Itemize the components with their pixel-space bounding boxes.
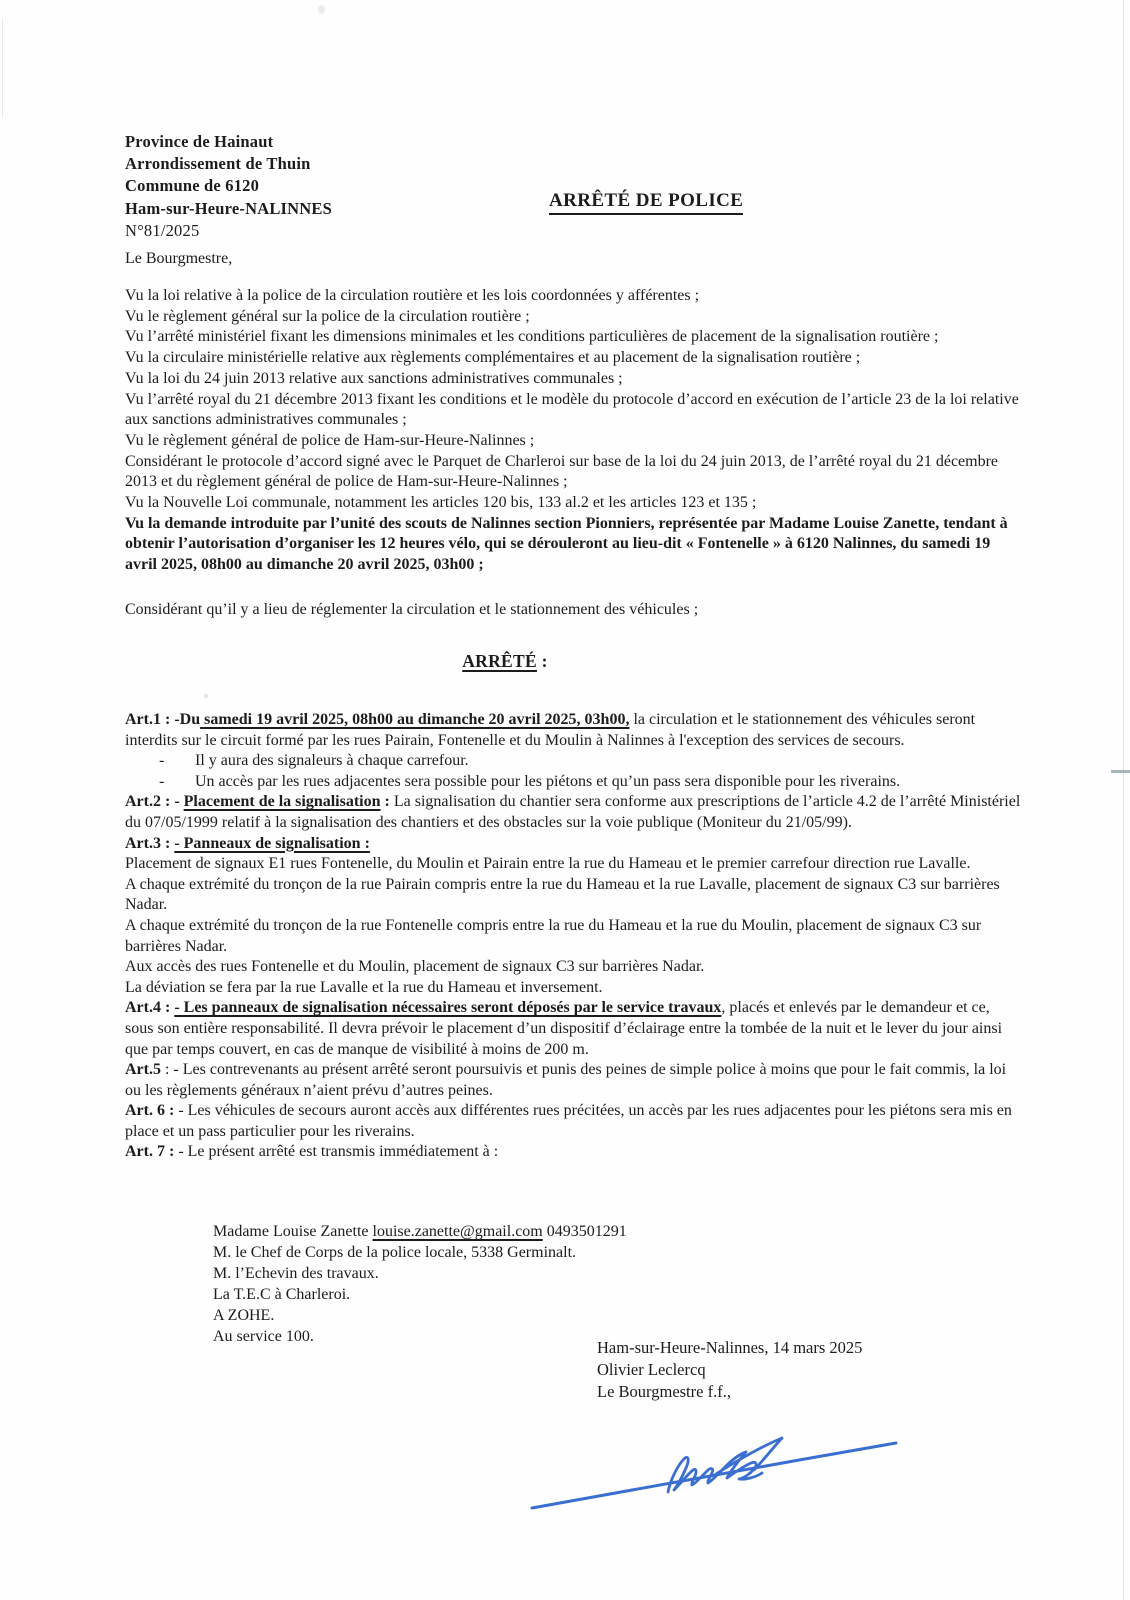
recipient-line bbox=[213, 1305, 627, 1326]
article-paragraph bbox=[125, 1142, 1021, 1163]
recipients-list bbox=[213, 1221, 627, 1347]
bullet-item bbox=[125, 751, 1021, 772]
text-segment: A ZOHE. bbox=[213, 1307, 275, 1324]
recital-paragraph: Vu la demande introduite par l’unité des scouts de Nalinnes section Pionniers, représentée par Madame Louise Zanette, tendant à obtenir l’autorisation d’organiser les 12 heures vélo, qui se dérouleront au lieu-dit « Fontenelle » à 6120 Nalinnes, du samedi 19 avril 2025, 08h00 au dimanche 20 avril 2025, 03h00 ; bbox=[125, 514, 1008, 574]
letterhead-line: Province de Hainaut bbox=[125, 132, 274, 151]
text-segment: Art.3 : bbox=[125, 834, 175, 852]
decree-number: N°81/2025 bbox=[125, 220, 200, 240]
underlined-text: - Panneaux de signalisation : bbox=[174, 834, 370, 852]
article-paragraph bbox=[125, 978, 1021, 999]
signoff-block bbox=[597, 1337, 862, 1402]
letterhead-line: Arrondissement de Thuin bbox=[125, 154, 311, 174]
article-paragraph bbox=[125, 875, 1021, 916]
decree-heading bbox=[0, 651, 1010, 672]
text-segment: La déviation se fera par la rue Lavalle et la rue du Hameau et inversement. bbox=[125, 978, 603, 996]
underlined-text: - Les panneaux de signalisation nécessaires seront déposés par le service travaux bbox=[174, 999, 722, 1017]
text-segment: Au service 100. bbox=[213, 1328, 314, 1345]
recital-paragraph: Vu la loi du 24 juin 2013 relative aux sanctions administratives communales ; bbox=[125, 369, 623, 387]
email-text: louise.zanette@gmail.com bbox=[372, 1223, 543, 1240]
text-segment: , placés et enlevés par le demandeur et ce, sous son entière responsabilité. Il devra prévoir le placement d’un dispositif d’éclairage entre la tombée de la nuit et le lever du jour ainsi que par temps couvert, en cas de manque de visibilité à moins de 200 m. bbox=[125, 999, 1003, 1058]
text-segment: Un accès par les rues adjacentes sera possible pour les piétons et qu’un pass sera disponible pour les riverains. bbox=[195, 772, 901, 790]
text-segment: Art. 6 : bbox=[125, 1102, 175, 1120]
scan-edge-line-left bbox=[2, 18, 3, 118]
text-segment: Aux accès des rues Fontenelle et du Moulin, placement de signaux C3 sur barrières Nadar. bbox=[125, 958, 705, 976]
signature-baseline-stroke bbox=[532, 1443, 896, 1508]
decree-heading-word: ARRÊTÉ bbox=[462, 651, 537, 671]
recipient-line bbox=[213, 1263, 627, 1284]
text-segment: Placement de signaux E1 rues Fontenelle, du Moulin et Pairain entre la rue du Hameau et le premier carrefour direction rue Lavalle. bbox=[125, 855, 971, 873]
text-segment: La T.E.C à Charleroi. bbox=[213, 1286, 351, 1303]
underlined-text: Placement de la signalisation bbox=[183, 793, 381, 811]
article-paragraph bbox=[125, 1101, 1021, 1142]
recital-paragraph: Vu l’arrêté ministériel fixant les dimensions minimales et les conditions particulières de placement de la signalisation routière ; bbox=[125, 328, 939, 346]
text-segment: - Le présent arrêté est transmis immédiatement à : bbox=[174, 1143, 499, 1161]
recital-paragraph: Vu le règlement général de police de Ham-sur-Heure-Nalinnes ; bbox=[125, 431, 535, 449]
considerant-paragraph: Considérant qu’il y a lieu de réglementer la circulation et le stationnement des véhicules ; bbox=[125, 601, 699, 618]
bullet-item bbox=[125, 772, 1021, 793]
text-segment: Madame Louise Zanette bbox=[213, 1223, 373, 1240]
text-segment: La signalisation du chantier sera conforme aux prescriptions de l’article 4.2 de l’arrêté Ministériel du 07/05/1999 relatif à la signalisation des chantiers et des obstacles sur la voie publique (Moniteur du 21/05/99). bbox=[125, 793, 1021, 831]
text-segment: A chaque extrémité du tronçon de la rue Fontenelle compris entre la rue du Hameau et la rue du Moulin, placement de signaux C3 sur barrières Nadar. bbox=[125, 916, 982, 955]
text-segment: Art.4 : bbox=[125, 999, 175, 1017]
article-paragraph bbox=[125, 854, 1021, 875]
recipient-line bbox=[213, 1284, 627, 1305]
signature-scrawl bbox=[668, 1452, 762, 1492]
recipient-line bbox=[213, 1221, 627, 1242]
document-title: ARRÊTÉ DE POLICE bbox=[549, 190, 743, 215]
scan-edge-line-right bbox=[1123, 0, 1124, 1600]
recitals-section bbox=[125, 286, 1021, 576]
recital-paragraph: Vu l’arrêté royal du 21 décembre 2013 fixant les conditions et le modèle du protocole d’accord en exécution de l’article 23 de la loi relative aux sanctions administratives communales ; bbox=[125, 390, 1019, 429]
signoff-place-date: Ham-sur-Heure-Nalinnes, 14 mars 2025 bbox=[597, 1338, 863, 1357]
text-segment: : bbox=[380, 793, 390, 811]
text-segment: Il y aura des signaleurs à chaque carrefour. bbox=[195, 752, 469, 770]
letterhead-lines bbox=[125, 131, 332, 220]
recital-paragraph: Considérant le protocole d’accord signé avec le Parquet de Charleroi sur base de la loi du 24 juin 2013, de l’arrêté royal du 21 décembre 2013 et du règlement général de police de Ham-sur-Heure-Nalinnes ; bbox=[125, 452, 999, 491]
recital-paragraph: Vu la Nouvelle Loi communale, notamment les articles 120 bis, 133 al.2 et les articles 123 et 135 ; bbox=[125, 494, 757, 512]
recital-paragraph: Vu la loi relative à la police de la circulation routière et les lois coordonnées y afférentes ; bbox=[125, 287, 700, 304]
article-paragraph bbox=[125, 998, 1021, 1060]
text-segment: Art.5 bbox=[125, 1061, 161, 1079]
decree-heading-colon: : bbox=[536, 651, 548, 671]
scan-speck-top bbox=[318, 5, 325, 14]
text-segment: Art.1 : -Du bbox=[125, 711, 201, 728]
text-segment: M. le Chef de Corps de la police locale, 5338 Germinalt. bbox=[213, 1244, 577, 1261]
text-segment: - Les véhicules de secours auront accès aux différentes rues précitées, un accès par les rues adjacentes pour les piétons sera mis en place et un pass particulier pour les riverains. bbox=[125, 1102, 1012, 1140]
article-paragraph bbox=[125, 710, 1021, 751]
letterhead-line: Ham-sur-Heure-NALINNES bbox=[125, 198, 332, 218]
signoff-title: Le Bourgmestre f.f., bbox=[597, 1381, 731, 1401]
article-paragraph bbox=[125, 792, 1021, 833]
text-segment: A chaque extrémité du tronçon de la rue Pairain compris entre la rue du Hameau et la rue Lavalle, placement de signaux C3 sur barrières Nadar. bbox=[125, 875, 1000, 914]
letterhead bbox=[125, 131, 332, 242]
bullet-dash: - bbox=[159, 752, 165, 770]
text-segment: M. l’Echevin des travaux. bbox=[213, 1265, 379, 1282]
recipient-line bbox=[213, 1242, 627, 1263]
bullet-dash: - bbox=[159, 772, 165, 790]
underlined-text: samedi 19 avril 2025, 08h00 au dimanche 20 avril 2025, 03h00, bbox=[200, 711, 630, 728]
handwritten-signature bbox=[520, 1426, 910, 1521]
text-segment: : - Les contrevenants au présent arrêté seront poursuivis et punis des peines de simple police à moins que pour le fait commis, la loi ou les règlements généraux n’aient prévu d’autres peines. bbox=[125, 1061, 1007, 1099]
article-paragraph bbox=[125, 916, 1021, 957]
recipient-line bbox=[213, 1326, 627, 1347]
scan-speck-mid bbox=[204, 694, 208, 698]
article-paragraph bbox=[125, 834, 1021, 855]
signoff-name: Olivier Leclercq bbox=[597, 1359, 706, 1379]
scan-edge-dash bbox=[1111, 770, 1130, 773]
text-segment: la circulation et le stationnement des véhicules seront interdits sur le circuit formé par les rues Pairain, Fontenelle et du Moulin à Nalinnes à l'exception des services de secours. bbox=[125, 711, 976, 749]
letterhead-line: Commune de 6120 bbox=[125, 176, 260, 196]
text-segment: Art.2 : - bbox=[125, 793, 184, 811]
article-paragraph bbox=[125, 957, 1021, 978]
recital-paragraph: Vu la circulaire ministérielle relative aux règlements complémentaires et au placement de la signalisation routière ; bbox=[125, 349, 861, 367]
recital-paragraph: Vu le règlement général sur la police de la circulation routière ; bbox=[125, 307, 530, 325]
text-segment: Art. 7 : bbox=[125, 1143, 175, 1161]
articles-section bbox=[125, 710, 1021, 1163]
salutation: Le Bourgmestre, bbox=[125, 250, 233, 267]
phone-text: 0493501291 bbox=[542, 1223, 627, 1240]
article-paragraph bbox=[125, 1060, 1021, 1101]
